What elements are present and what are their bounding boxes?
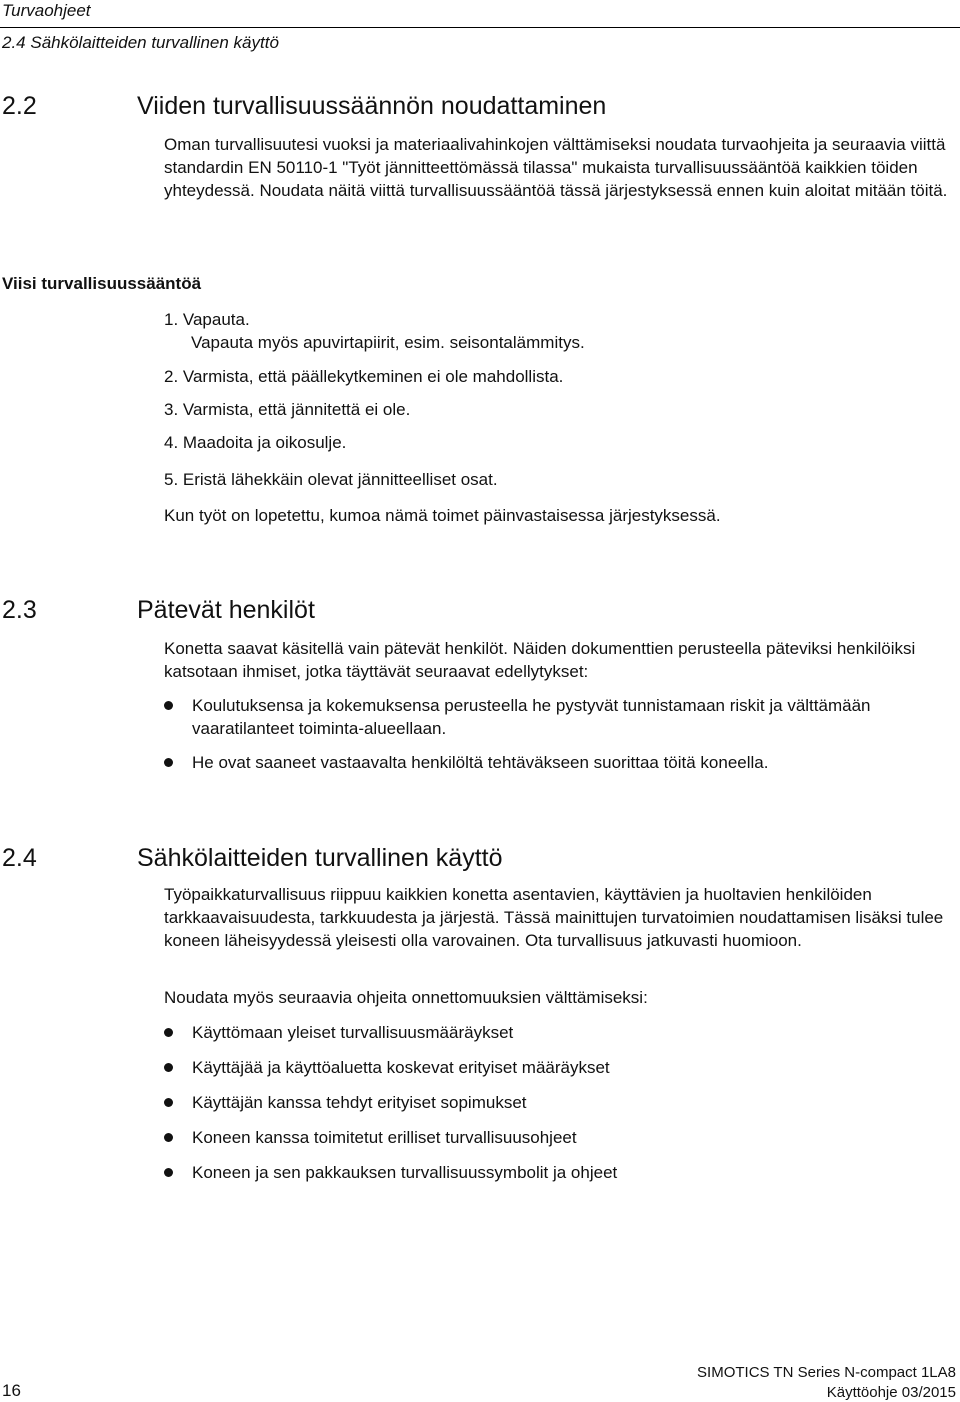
section-2-4-number: 2.4: [2, 844, 37, 872]
bullet-dot-icon: [164, 1168, 173, 1177]
header-rule: [0, 27, 960, 28]
safety-rules-closing: Kun työt on lopetettu, kumoa nämä toimet päinvastaisessa järjestyksessä.: [164, 506, 721, 525]
page-number: 16: [2, 1381, 21, 1400]
section-2-4-intro: Työpaikkaturvallisuus riippuu kaikkien konetta asentavien, käyttävien ja huoltavien henkilöiden tarkkaavaisuudesta, tarkkuudesta ja järjestä. Tässä mainittujen turvatoimien noudattamisen lisäksi tulee koneen läheisyydessä yleisesti olla varovainen. Ota turvallisuus jatkuvasti huomioon.: [164, 885, 944, 950]
bullet-text: Koneen kanssa toimitetut erilliset turvallisuusohjeet: [192, 1128, 577, 1147]
footer-document: Käyttöohje 03/2015: [826, 1384, 956, 1401]
bullet-dot-icon: [164, 1063, 173, 1072]
section-2-3-title: Pätevät henkilöt: [137, 596, 315, 624]
bullet-dot-icon: [164, 758, 173, 767]
section-2-3-number: 2.3: [2, 596, 37, 624]
bullet-dot-icon: [164, 1098, 173, 1107]
running-header-section: 2.4 Sähkölaitteiden turvallinen käyttö: [2, 33, 279, 52]
section-2-2-title: Viiden turvallisuussäännön noudattaminen: [137, 92, 607, 120]
running-header-chapter: Turvaohjeet: [2, 1, 91, 20]
safety-rules-subheading: Viisi turvallisuussääntöä: [2, 274, 202, 293]
section-2-2-number: 2.2: [2, 92, 37, 120]
section-2-2-intro: Oman turvallisuutesi vuoksi ja materiaalivahinkojen välttämiseksi noudata turvaohjeita ja seuraavia viittä standardin EN 50110-1 "Työt jännitteettömässä tilassa" mukaista turvallisuussääntöä kaikkien töiden yhteydessä. Noudata näitä viittä turvallisuussääntöä tässä järjestyksessä ennen kuin aloitat mitään töitä.: [164, 135, 948, 200]
bullet-dot-icon: [164, 1133, 173, 1142]
section-2-3-intro: Konetta saavat käsitellä vain pätevät henkilöt. Näiden dokumenttien perusteella päteviksi henkilöiksi katsotaan ihmiset, jotka täyttävät seuraavat edellytykset:: [164, 639, 916, 681]
safety-rule-1-note: Vapauta myös apuvirtapiirit, esim. seisontalämmitys.: [191, 333, 585, 352]
bullet-text: Koulutuksensa ja kokemuksensa perusteella he pystyvät tunnistamaan riskit ja välttämään vaaratilanteet toiminta-alueellaan.: [192, 696, 871, 738]
bullet-text: He ovat saaneet vastaavalta henkilöltä tehtäväkseen suorittaa töitä koneella.: [192, 753, 769, 772]
bullet-dot-icon: [164, 701, 173, 710]
bullet-text: Käyttäjää ja käyttöaluetta koskevat erityiset määräykset: [192, 1058, 610, 1077]
section-2-4-title: Sähkölaitteiden turvallinen käyttö: [137, 844, 503, 872]
safety-rule-5: 5. Eristä lähekkäin olevat jännitteelliset osat.: [164, 470, 498, 489]
bullet-text: Koneen ja sen pakkauksen turvallisuussymbolit ja ohjeet: [192, 1163, 618, 1182]
safety-rule-3: 3. Varmista, että jännitettä ei ole.: [164, 400, 411, 419]
bullet-dot-icon: [164, 1028, 173, 1037]
safety-rule-4: 4. Maadoita ja oikosulje.: [164, 433, 347, 452]
bullet-text: Käyttäjän kanssa tehdyt erityiset sopimukset: [192, 1093, 527, 1112]
footer-product: SIMOTICS TN Series N-compact 1LA8: [697, 1364, 956, 1381]
bullet-text: Käyttömaan yleiset turvallisuusmääräykset: [192, 1023, 514, 1042]
section-2-4-lead: Noudata myös seuraavia ohjeita onnettomuuksien välttämiseksi:: [164, 988, 648, 1007]
safety-rule-1: 1. Vapauta.: [164, 310, 250, 329]
safety-rule-2: 2. Varmista, että päällekytkeminen ei ole mahdollista.: [164, 367, 564, 386]
